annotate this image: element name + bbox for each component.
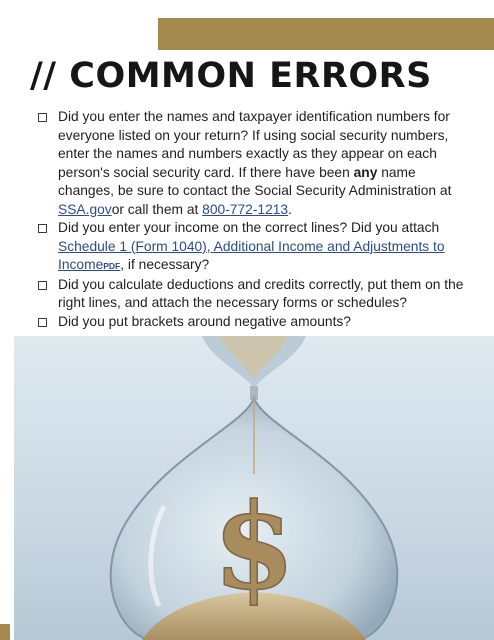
svg-text:$: $	[212, 477, 296, 616]
item-text: or call them at	[111, 201, 203, 217]
schedule-1-link[interactable]	[58, 239, 445, 273]
checklist-item-deductions	[36, 276, 466, 313]
phone-link[interactable]: 800-772-1213	[202, 201, 289, 217]
checkbox-icon[interactable]	[38, 281, 47, 290]
checkbox-icon[interactable]	[38, 113, 47, 122]
checklist-item-income	[36, 219, 466, 276]
item-text: Did you enter the names and taxpayer identification numbers for everyone listed on your return? If using social security numbers, enter the names and numbers exactly as they appear on each person's social security card. If there have been	[58, 109, 450, 180]
item-text: .	[288, 201, 292, 217]
item-text: Did you put brackets around negative amounts?	[58, 313, 351, 329]
header-accent-bar	[158, 18, 494, 50]
schedule-1-link-label: Schedule 1 (Form 1040), Additional Income and Adjustments to Income	[58, 238, 445, 272]
item-text: , if necessary?	[120, 257, 210, 272]
checklist-item-names	[36, 108, 466, 219]
footer-accent-bar	[0, 624, 10, 640]
hourglass-dollar-image	[14, 336, 494, 640]
error-checklist	[36, 108, 466, 331]
pdf-badge: PDF	[103, 261, 121, 271]
ssa-link[interactable]: SSA.gov	[58, 201, 112, 217]
checkbox-icon[interactable]	[38, 318, 47, 327]
page-title: // COMMON ERRORS	[30, 56, 432, 96]
hourglass-illustration	[14, 336, 494, 640]
checkbox-icon[interactable]	[38, 224, 47, 233]
item-text: Did you enter your income on the correct lines? Did you attach	[58, 220, 440, 235]
checklist-item-brackets	[36, 313, 466, 332]
item-text: Did you calculate deductions and credits correctly, put them on the right lines, and attach the necessary forms or schedules?	[58, 276, 464, 310]
item-text: name changes, be sure to contact the Social Security Administration at	[58, 164, 452, 198]
emphasis-text: any	[353, 164, 378, 180]
